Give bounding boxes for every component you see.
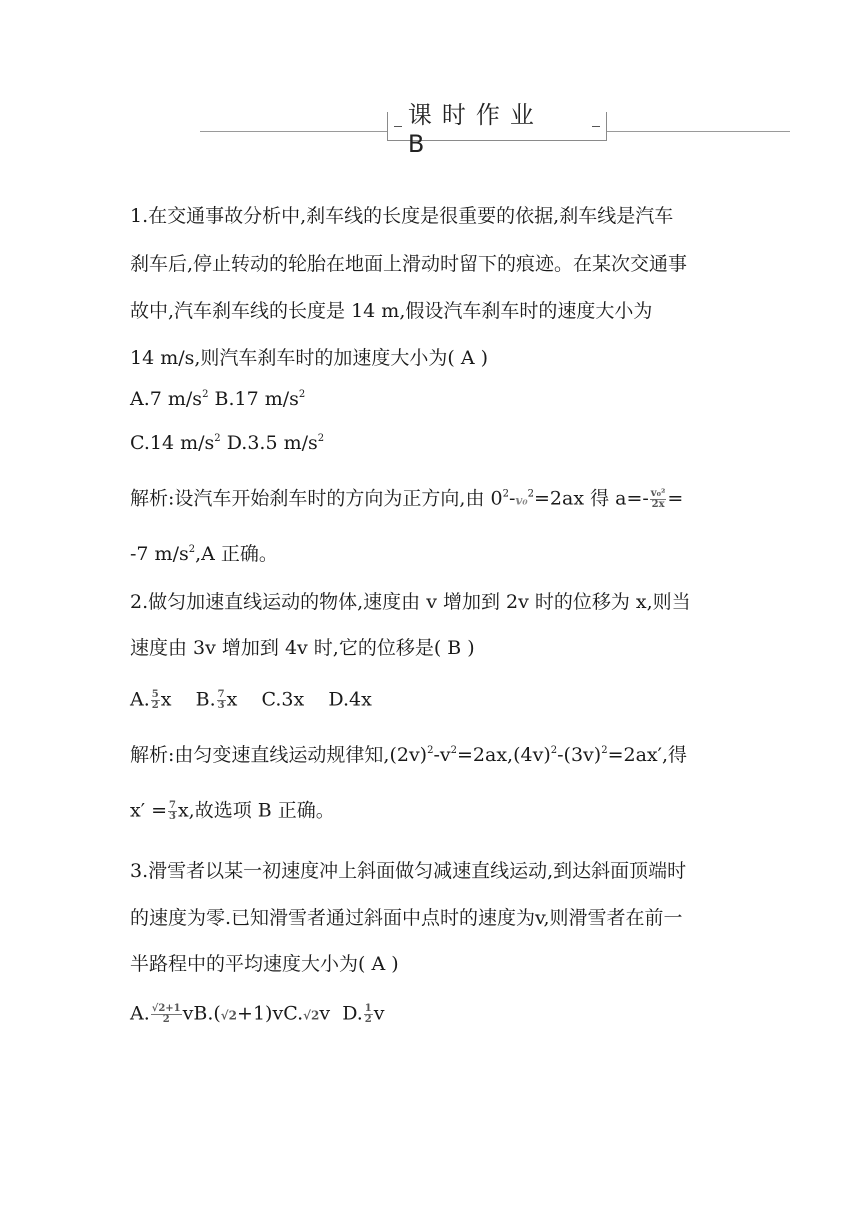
var: v bbox=[373, 1002, 385, 1025]
var: v bbox=[182, 1002, 194, 1025]
header-banner bbox=[387, 100, 607, 158]
sup: 2 bbox=[427, 745, 434, 756]
numerator: √2+1 bbox=[151, 1003, 181, 1014]
sup: 2 bbox=[502, 488, 509, 500]
q3-option-b: B.( bbox=[193, 1002, 221, 1025]
q1-option-b: B.17 m/s bbox=[214, 388, 299, 410]
q2-option-c: C.3x bbox=[261, 688, 305, 711]
q1-solution-line-1 bbox=[130, 489, 683, 510]
v0-symbol: v₀ bbox=[515, 493, 528, 508]
q2-line-2: 速度由 3v 增加到 4v 时,它的位移是( B ) bbox=[130, 637, 475, 659]
denominator: 2x bbox=[651, 499, 665, 510]
q1-option-a: A.7 m/s bbox=[130, 388, 203, 410]
q2-solution-text: -(3v) bbox=[557, 744, 602, 766]
denominator: 2 bbox=[162, 1014, 170, 1025]
q1-options-cd bbox=[130, 434, 324, 453]
fraction bbox=[217, 690, 226, 711]
q3-option-d: D. bbox=[342, 1002, 363, 1025]
sqrt-symbol: √2 bbox=[303, 1008, 320, 1023]
sqrt-symbol: √2 bbox=[220, 1008, 238, 1023]
q1-line-4: 14 m/s,则汽车刹车时的加速度大小为( A ) bbox=[130, 347, 489, 369]
denominator: 3 bbox=[169, 811, 176, 822]
numerator: 7 bbox=[217, 689, 225, 700]
numerator: 5 bbox=[151, 689, 159, 700]
q3-options bbox=[130, 1004, 385, 1025]
q1-options-ab bbox=[130, 390, 305, 409]
sup: 2 bbox=[527, 488, 534, 500]
q2-option-b: B. bbox=[195, 688, 216, 711]
sup: 2 bbox=[317, 433, 325, 444]
sup: 2 bbox=[188, 544, 196, 555]
q1-conclusion: ,A 正确。 bbox=[195, 543, 278, 565]
var: x bbox=[226, 688, 238, 711]
denominator: 2 bbox=[151, 700, 159, 711]
q2-option-a: A. bbox=[130, 688, 150, 711]
q1-result: -7 m/s bbox=[130, 543, 189, 565]
q2-solution-text: 解析:由匀变速直线运动规律知,(2v) bbox=[130, 744, 428, 766]
q1-option-d: D.3.5 m/s bbox=[226, 432, 318, 454]
sup: 2 bbox=[601, 745, 608, 756]
q1-option-c: C.14 m/s bbox=[130, 432, 215, 454]
sup: 2 bbox=[202, 389, 209, 400]
fraction bbox=[151, 1004, 182, 1025]
sup: 2 bbox=[450, 745, 457, 756]
sup: 2 bbox=[298, 389, 306, 400]
left-tick bbox=[394, 126, 402, 127]
q1-solution-line-2 bbox=[130, 545, 278, 564]
numerator: v₀² bbox=[650, 488, 666, 499]
q2-solution-text: x′ = bbox=[130, 799, 167, 822]
sup: 2 bbox=[550, 745, 558, 756]
q2-solution-text: =2ax,(4v) bbox=[457, 744, 551, 766]
fraction bbox=[151, 690, 160, 711]
var: +1)v bbox=[237, 1002, 284, 1025]
q2-solution-line-2 bbox=[130, 801, 335, 822]
q1-line-2: 刹车后,停止转动的轮胎在地面上滑动时留下的痕迹。在某次交通事 bbox=[130, 253, 688, 275]
q3-option-c: C. bbox=[283, 1002, 304, 1025]
sup: 2 bbox=[214, 433, 221, 444]
q2-solution-text: -v bbox=[433, 744, 451, 766]
q1-line-3: 故中,汽车刹车线的长度是 14 m,假设汽车刹车时的速度大小为 bbox=[130, 300, 653, 322]
q1-solution-mid: =2ax 得 a=- bbox=[533, 487, 649, 510]
minus: - bbox=[508, 487, 516, 510]
numerator: 7 bbox=[169, 800, 176, 811]
var: v bbox=[319, 1002, 331, 1025]
denominator: 3 bbox=[217, 700, 225, 711]
q3-line-2: 的速度为零.已知滑雪者通过斜面中点时的速度为v,则滑雪者在前一 bbox=[130, 907, 683, 929]
numerator: 1 bbox=[364, 1003, 372, 1014]
page-title: 课时作业 B bbox=[407, 100, 544, 158]
q2-conclusion: x,故选项 B 正确。 bbox=[177, 799, 335, 822]
q1-line-1: 1.在交通事故分析中,刹车线的长度是很重要的依据,刹车线是汽车 bbox=[130, 205, 674, 227]
right-tick bbox=[592, 126, 600, 127]
equals: = bbox=[667, 487, 684, 510]
q1-solution-text: 解析:设汽车开始刹车时的方向为正方向,由 0 bbox=[130, 487, 503, 510]
q2-line-1: 2.做匀加速直线运动的物体,速度由 v 增加到 2v 时的位移为 x,则当 bbox=[130, 591, 691, 613]
q3-line-3: 半路程中的平均速度大小为( A ) bbox=[130, 953, 399, 975]
fraction bbox=[168, 801, 177, 822]
q2-options bbox=[130, 690, 372, 711]
q1-fraction bbox=[650, 489, 667, 510]
q2-solution-text: =2ax′,得 bbox=[607, 744, 687, 766]
var: x bbox=[160, 688, 172, 711]
q2-solution-line-1 bbox=[130, 746, 687, 765]
denominator: 2 bbox=[364, 1014, 372, 1025]
q2-option-d: D.4x bbox=[328, 688, 372, 711]
q3-line-1: 3.滑雪者以某一初速度冲上斜面做匀减速直线运动,到达斜面顶端时 bbox=[130, 860, 687, 882]
fraction bbox=[364, 1004, 373, 1025]
q3-option-a: A. bbox=[130, 1002, 150, 1025]
